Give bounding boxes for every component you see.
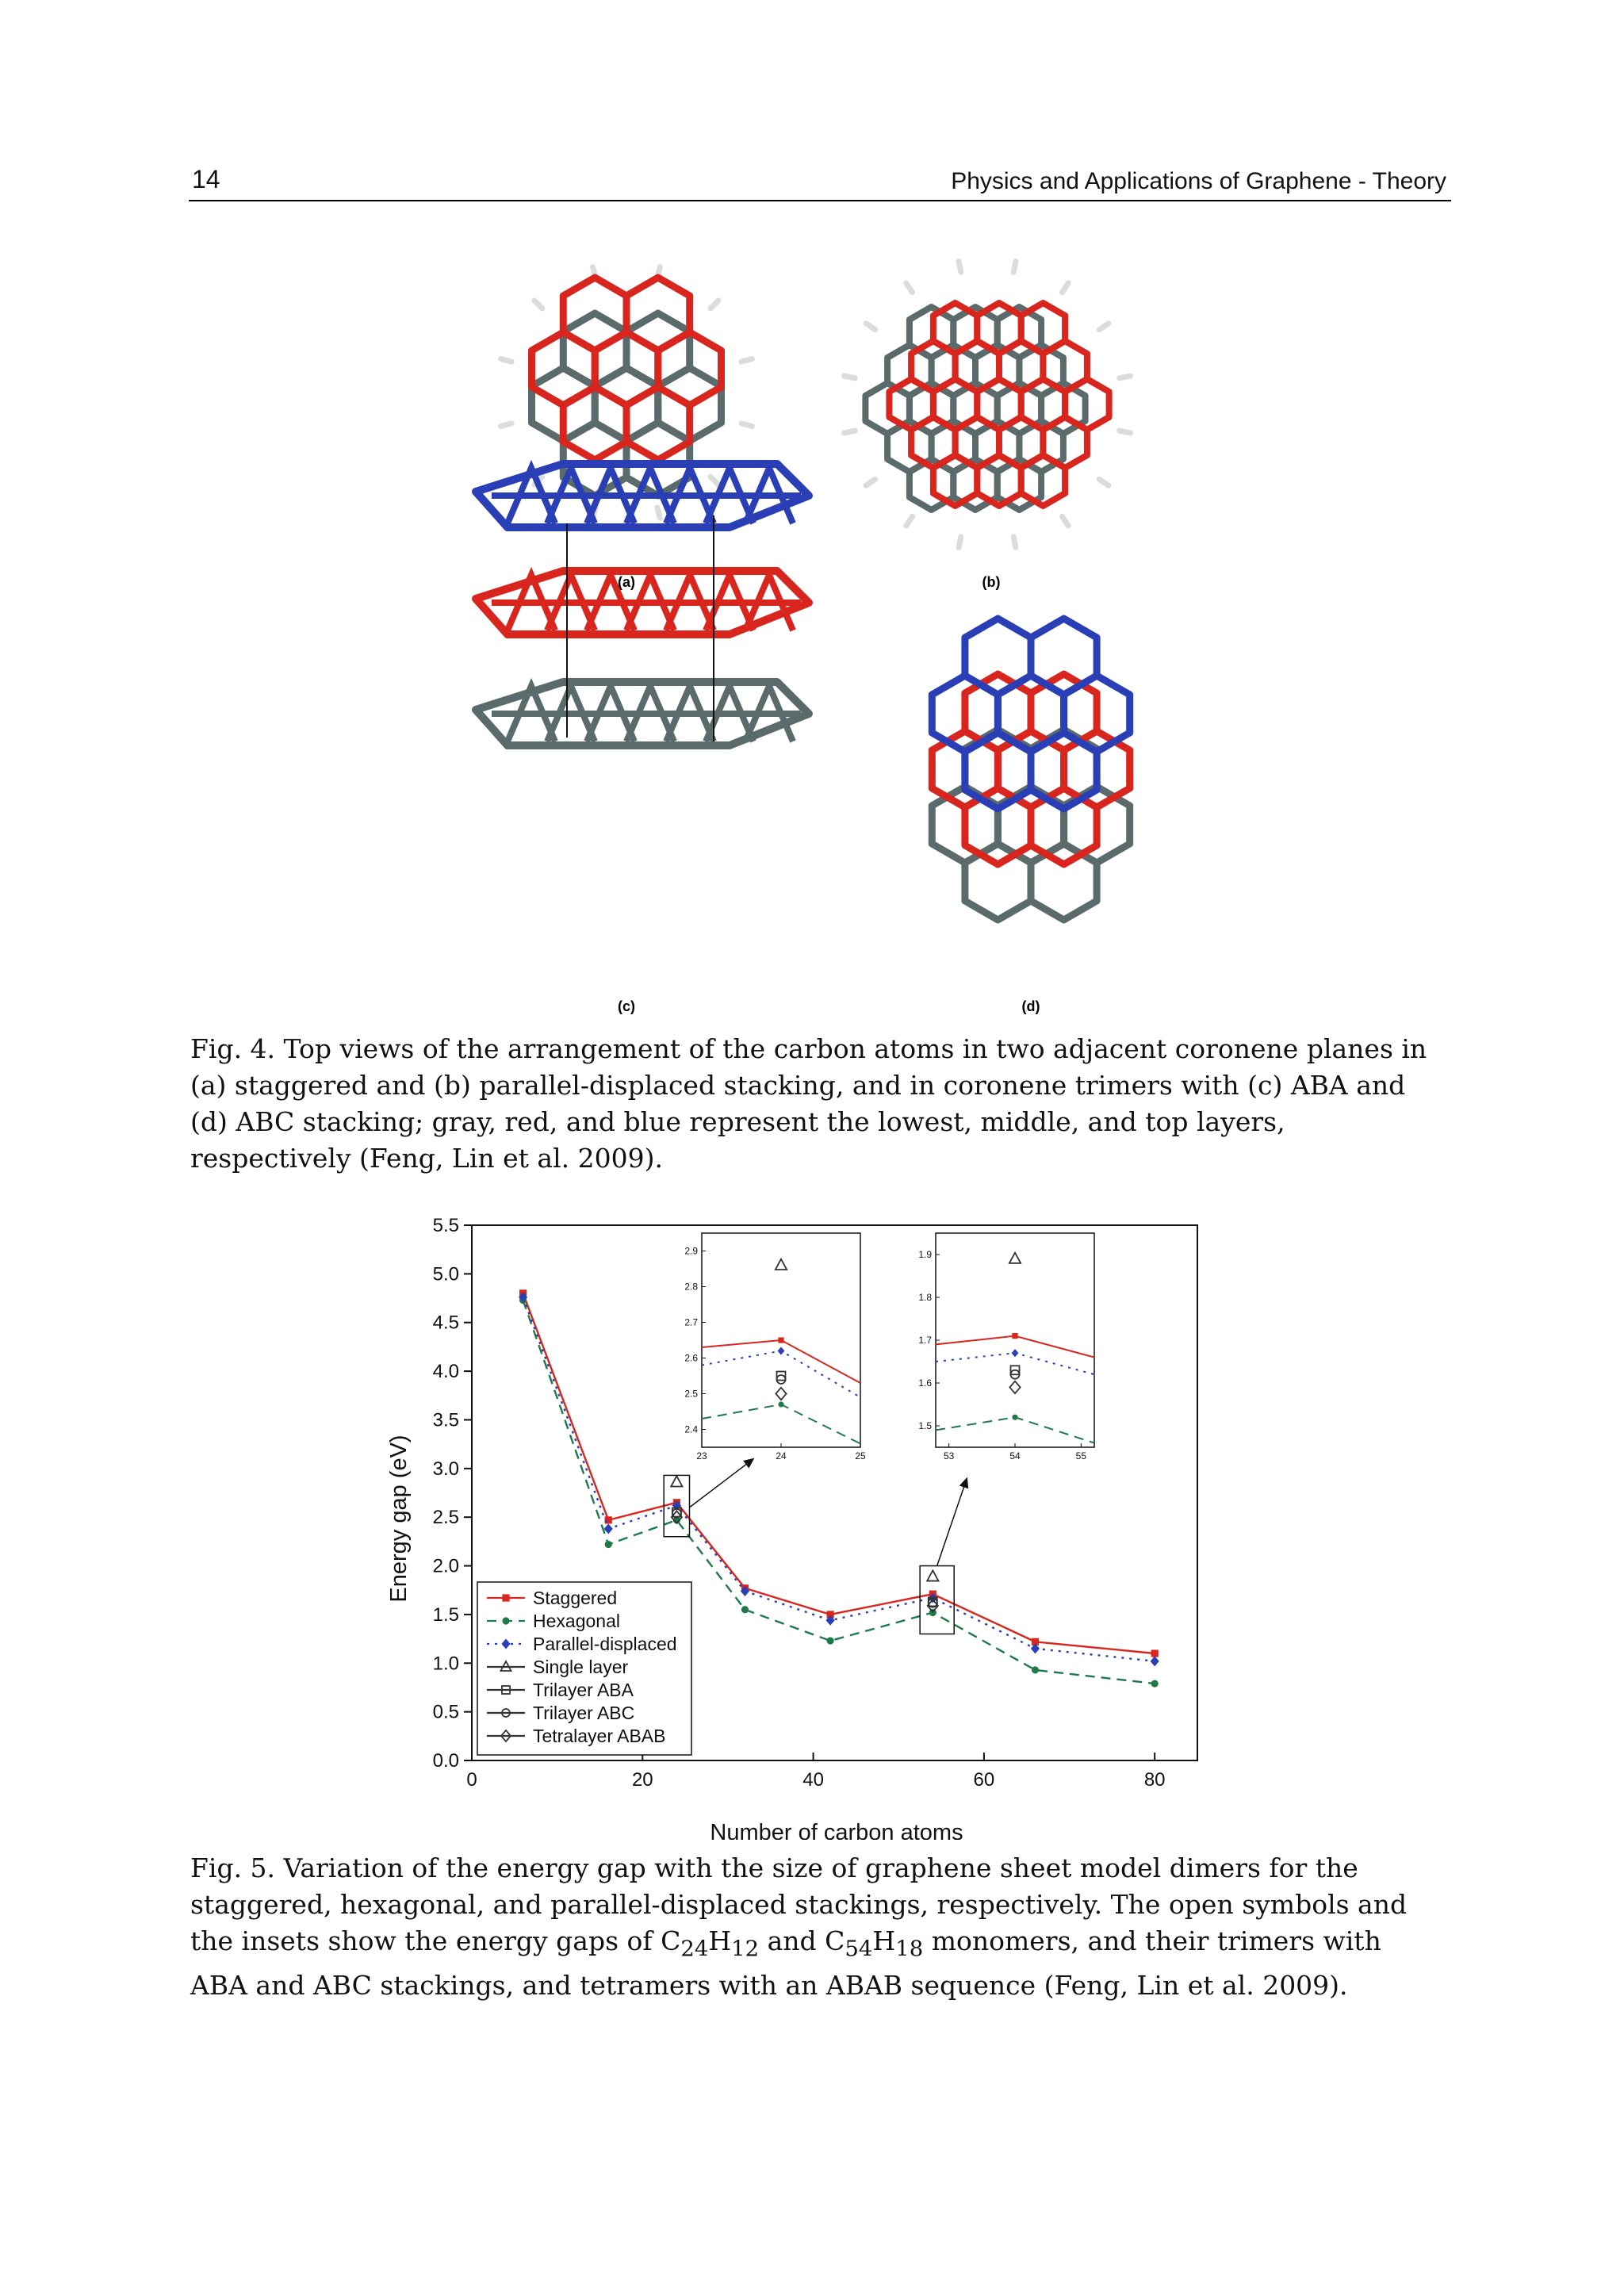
y-tick-label: 3.5 <box>432 1409 459 1431</box>
figure-5-caption <box>190 1850 1443 2004</box>
caption-text: and <box>759 1925 825 1956</box>
inset-y-tick-label: 1.9 <box>918 1249 932 1260</box>
legend-entry: Tetralayer ABAB <box>533 1726 666 1746</box>
formula-subscript: 24 <box>680 1936 709 1962</box>
hydrogen-bond <box>1013 262 1016 273</box>
running-title: Physics and Applications of Graphene - Theory <box>951 168 1446 194</box>
panel-label-a: (a) <box>618 574 635 590</box>
formula-element: H <box>872 1925 896 1956</box>
figure-5-energy-gap-chart <box>381 1205 1221 1840</box>
inset-x-tick-label: 54 <box>1009 1450 1021 1462</box>
inset-y-tick-label: 1.6 <box>918 1377 932 1389</box>
data-point <box>779 1402 783 1407</box>
figure-4 <box>428 222 1205 1015</box>
data-point <box>1013 1415 1017 1419</box>
hydrogen-bond <box>1120 376 1131 378</box>
running-header <box>189 165 1451 201</box>
data-point <box>503 1618 509 1624</box>
data-point <box>1151 1657 1159 1665</box>
inset-c24h12 <box>684 1233 866 1462</box>
blue-layer-ring <box>965 619 1031 695</box>
legend-entry: Parallel-displaced <box>533 1634 677 1654</box>
legend-entry: Hexagonal <box>533 1611 620 1631</box>
inset-y-tick-label: 2.7 <box>684 1316 698 1328</box>
hydrogen-bond <box>845 376 856 378</box>
coronene-parallel-displaced-model <box>845 262 1131 548</box>
data-point <box>1151 1650 1158 1657</box>
panel-label-c: (c) <box>618 998 635 1014</box>
data-point <box>604 1524 612 1533</box>
hydrogen-bond <box>1099 479 1109 485</box>
inset-x-tick-label: 25 <box>855 1450 866 1462</box>
hydrogen-bond <box>906 283 913 293</box>
x-tick-label: 20 <box>631 1769 653 1791</box>
hydrogen-bond <box>866 479 875 485</box>
panel-label-b: (b) <box>982 574 1001 590</box>
formula-subscript: 54 <box>845 1936 873 1962</box>
inset-c54h18 <box>918 1233 1094 1462</box>
hydrogen-bond <box>959 537 961 548</box>
caption-text: monomers, and their trimers with ABA and ABC stackings, and tetramers with an ABAB sequence (Feng, Lin et al. 2009). <box>190 1925 1381 2001</box>
formula-c24h12 <box>661 1925 760 1962</box>
page-number: 14 <box>192 165 220 193</box>
data-point <box>927 1570 938 1580</box>
hydrogen-bond <box>501 359 512 362</box>
y-tick-label: 5.0 <box>432 1263 459 1285</box>
hydrogen-bond <box>906 516 913 526</box>
y-axis-label: Energy gap (eV) <box>386 1435 412 1603</box>
x-tick-label: 40 <box>802 1769 824 1791</box>
hydrogen-bond <box>741 359 753 362</box>
y-tick-label: 1.0 <box>432 1653 459 1675</box>
hydrogen-bond <box>1120 431 1131 433</box>
inset-y-tick-label: 1.7 <box>918 1335 932 1346</box>
y-tick-label: 1.5 <box>432 1603 459 1626</box>
inset-y-tick-label: 2.5 <box>684 1388 698 1400</box>
inset-y-tick-label: 2.4 <box>684 1423 698 1435</box>
hydrogen-bond <box>710 301 718 308</box>
y-tick-label: 0.5 <box>432 1701 459 1723</box>
hydrogen-bond <box>845 431 856 433</box>
y-tick-label: 4.5 <box>432 1312 459 1334</box>
inset-y-tick-label: 2.8 <box>684 1281 698 1293</box>
data-point <box>779 1338 783 1343</box>
zoom-arrow <box>937 1478 967 1565</box>
blue-layer-ring <box>1031 619 1097 695</box>
hydrogen-bond <box>534 301 542 308</box>
x-axis-label: Number of carbon atoms <box>710 1820 963 1840</box>
legend-entry: Trilayer ABC <box>533 1703 635 1723</box>
y-tick-label: 3.0 <box>432 1458 459 1480</box>
data-point <box>1013 1334 1017 1339</box>
formula-c54h18 <box>825 1925 924 1962</box>
inset-y-tick-label: 2.9 <box>684 1245 698 1257</box>
coronene-trimer-aba-side-view <box>476 464 809 745</box>
data-point <box>1151 1680 1158 1687</box>
formula-subscript: 18 <box>895 1936 924 1962</box>
data-point <box>1032 1667 1038 1673</box>
chart-legend <box>477 1582 691 1755</box>
hydrogen-bond <box>1062 283 1068 293</box>
data-point <box>741 1607 748 1613</box>
data-point <box>827 1638 833 1644</box>
legend-entry: Trilayer ABA <box>533 1680 634 1700</box>
panel-label-d: (d) <box>1021 998 1040 1014</box>
data-point <box>1032 1644 1040 1653</box>
y-tick-label: 2.0 <box>432 1555 459 1577</box>
x-tick-label: 60 <box>973 1769 995 1791</box>
inset-y-tick-label: 1.5 <box>918 1420 932 1431</box>
caption-text: Fig. 5. Variation of the energy gap with the size of graphene sheet model dimers for the staggered, hexagonal, and parallel-displaced stackings, respectively. The open symbols and the insets show the energy gaps of <box>190 1852 1408 1956</box>
hydrogen-bond <box>959 262 961 273</box>
hydrogen-bond <box>710 477 718 485</box>
hydrogen-bond <box>866 324 875 330</box>
formula-element: C <box>661 1925 681 1956</box>
y-tick-label: 0.0 <box>432 1750 459 1772</box>
inset-y-tick-label: 2.6 <box>684 1352 698 1364</box>
inset-x-tick-label: 55 <box>1075 1450 1087 1462</box>
legend-entry: Staggered <box>533 1588 618 1608</box>
formula-element: C <box>825 1925 845 1956</box>
hydrogen-bond <box>1013 537 1016 548</box>
zoom-arrow <box>690 1459 754 1508</box>
hydrogen-bond <box>741 423 753 427</box>
inset-x-tick-label: 53 <box>943 1450 955 1462</box>
y-tick-label: 5.5 <box>432 1215 459 1236</box>
data-point <box>671 1476 682 1486</box>
y-tick-label: 2.5 <box>432 1507 459 1529</box>
coronene-trimer-abc-model <box>932 619 1129 920</box>
hydrogen-bond <box>657 508 661 519</box>
inset-y-tick-label: 1.8 <box>918 1292 932 1303</box>
hydrogen-bond <box>501 423 512 427</box>
x-tick-label: 0 <box>466 1769 477 1791</box>
hydrogen-bond <box>1062 516 1068 526</box>
data-point <box>503 1595 509 1601</box>
inset-x-tick-label: 23 <box>696 1450 707 1462</box>
legend-entry: Single layer <box>533 1657 629 1677</box>
data-point <box>605 1542 611 1548</box>
formula-element: H <box>708 1925 732 1956</box>
formula-subscript: 12 <box>731 1936 760 1962</box>
hydrogen-bond <box>1099 324 1109 330</box>
y-tick-label: 4.0 <box>432 1361 459 1383</box>
figure-4-caption: Fig. 4. Top views of the arrangement of the carbon atoms in two adjacent coronene planes in (a) staggered and (b) parallel-displaced stacking, and in coronene trimers with (c) ABA and (d) ABC stacking; gray, red, and blue represent the lowest, middle, and top layers, respectively (Feng, Lin et al. 2009). <box>190 1033 1427 1174</box>
inset-x-tick-label: 24 <box>776 1450 787 1462</box>
x-tick-label: 80 <box>1143 1769 1166 1791</box>
